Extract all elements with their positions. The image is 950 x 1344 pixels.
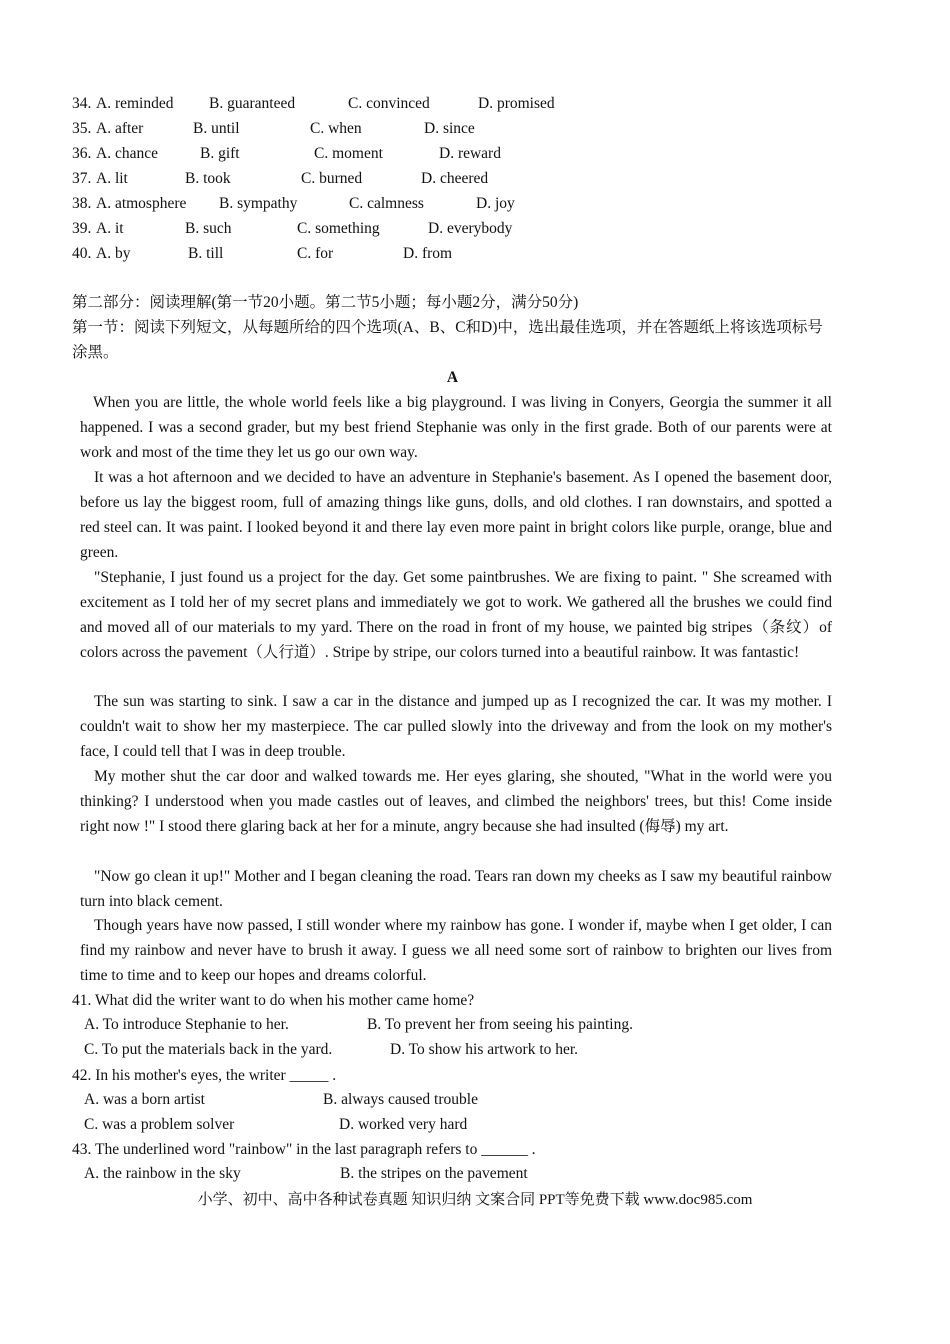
option-b: B. To prevent her from seeing his painting. bbox=[367, 1016, 633, 1033]
footer-text: 小学、初中、高中各种试卷真题 知识归纳 文案合同 PPT等免费下载 www.doc985.com bbox=[197, 1192, 753, 1208]
stem-end: . bbox=[527, 1141, 536, 1158]
option-b: B. gift bbox=[200, 145, 240, 162]
option-a: A. To introduce Stephanie to her. bbox=[84, 1016, 289, 1033]
option-b: B. took bbox=[185, 170, 231, 187]
option-c: C. for bbox=[297, 245, 334, 262]
option-b: B. the stripes on the pavement bbox=[340, 1165, 528, 1182]
passage-paragraph: The sun was starting to sink. I saw a car in the distance and jumped up as I recognized the car. It was my mother. I couldn't wait to show her my masterpiece. The car pulled slowly into the driveway and from the look on my mother's face, I could tell that I was in deep trouble. bbox=[80, 693, 832, 760]
option-d: D. promised bbox=[478, 95, 555, 112]
option-b: B. until bbox=[193, 120, 240, 137]
passage-paragraph: When you are little, the whole world feels like a big playground. I was living in Conyers, Georgia the summer it all happened. I was a second grader, but my best friend Stephanie was only in the first grade. Both of our parents were at work and most of the time they let us go our own way. bbox=[80, 394, 832, 461]
option-a: A. lit bbox=[96, 170, 128, 187]
option-d: D. since bbox=[424, 120, 475, 137]
passage-paragraph: My mother shut the car door and walked towards me. Her eyes glaring, she shouted, "What in the world were you thinking? I understood when you made castles out of leaves, and climbed the neighbors' trees, but this! Come inside right now !" I stood there glaring back at her for a minute, angry because she had insulted (侮辱) my art. bbox=[80, 768, 832, 835]
question-stem bbox=[72, 1063, 336, 1088]
question-stem: 41. What did the writer want to do when his mother came home? bbox=[72, 992, 475, 1009]
stem-text: 42. In his mother's eyes, the writer bbox=[72, 1067, 290, 1084]
passage-paragraph: "Now go clean it up!" Mother and I began cleaning the road. Tears ran down my cheeks as I saw my beautiful rainbow turn into black cement. bbox=[80, 868, 832, 910]
question-number: 38. bbox=[72, 195, 92, 212]
option-b: B. sympathy bbox=[219, 195, 298, 212]
option-b: B. such bbox=[185, 220, 232, 237]
question-stem bbox=[72, 1137, 535, 1162]
option-d: D. worked very hard bbox=[339, 1116, 468, 1133]
option-a: A. after bbox=[96, 120, 144, 137]
option-d: D. To show his artwork to her. bbox=[390, 1041, 579, 1058]
passage-paragraph: Though years have now passed, I still wonder where my rainbow has gone. I wonder if, maybe when I get older, I can find my rainbow and never have to brush it away. I guess we all need some sort of rainbow to brighten our lives from time to time and to keep our hopes and dreams colorful. bbox=[80, 917, 832, 984]
passage-paragraph: It was a hot afternoon and we decided to have an adventure in Stephanie's basement. As I opened the basement door, before us lay the biggest room, full of amazing things like guns, dolls, and old clothes. I ran downstairs, and spotted a red steel can. It was paint. I looked beyond it and there lay even more paint in bright colors like purple, orange, blue and green. bbox=[80, 469, 832, 561]
question-number: 35. bbox=[72, 120, 92, 137]
question-number: 40. bbox=[72, 245, 92, 262]
option-d: D. reward bbox=[439, 145, 501, 162]
option-d: D. cheered bbox=[421, 170, 489, 187]
instructions: 第一节：阅读下列短文，从每题所给的四个选项(A、B、C和D)中，选出最佳选项，并在答题纸上将该选项标号涂黑。 bbox=[72, 319, 823, 361]
question-number: 37. bbox=[72, 170, 92, 187]
option-a: A. the rainbow in the sky bbox=[84, 1165, 241, 1182]
option-c: C. when bbox=[310, 120, 362, 137]
option-d: D. everybody bbox=[428, 220, 513, 237]
option-c: C. calmness bbox=[349, 195, 424, 212]
answer-blank: ______ bbox=[481, 1141, 528, 1158]
option-a: A. it bbox=[96, 220, 124, 237]
option-b: B. always caused trouble bbox=[323, 1091, 478, 1108]
passage-label: A bbox=[446, 369, 459, 386]
passage-paragraph: "Stephanie, I just found us a project for the day. Get some paintbrushes. We are fixing to paint. " She screamed with excitement as I told her of my secret plans and immediately we got to work. We gathered all the brushes we could find and moved all of our materials to my yard. There on the road in front of my house, we painted big stripes（条纹）of colors across the pavement（人行道）. Stripe by stripe, our colors turned into a beautiful rainbow. It was fantastic! bbox=[80, 569, 832, 661]
question-number: 36. bbox=[72, 145, 92, 162]
option-b: B. guaranteed bbox=[209, 95, 296, 112]
option-c: C. convinced bbox=[348, 95, 430, 112]
option-b: B. till bbox=[188, 245, 224, 262]
part-title: 第二部分：阅读理解(第一节20小题。第二节5小题；每小题2分，满分50分) bbox=[72, 294, 579, 311]
option-d: D. joy bbox=[476, 195, 515, 212]
option-a: A. was a born artist bbox=[84, 1091, 205, 1108]
question-number: 39. bbox=[72, 220, 92, 237]
option-d: D. from bbox=[403, 245, 453, 262]
option-c: C. was a problem solver bbox=[84, 1116, 235, 1133]
question-number: 34. bbox=[72, 95, 92, 112]
option-c: C. moment bbox=[314, 145, 383, 162]
option-c: C. To put the materials back in the yard. bbox=[84, 1041, 333, 1058]
stem-text: 43. The underlined word "rainbow" in the last paragraph refers to bbox=[72, 1141, 482, 1158]
option-c: C. burned bbox=[301, 170, 363, 187]
option-a: A. atmosphere bbox=[96, 195, 187, 212]
option-a: A. chance bbox=[96, 145, 158, 162]
answer-blank: _____ bbox=[289, 1067, 329, 1084]
option-a: A. reminded bbox=[96, 95, 174, 112]
option-a: A. by bbox=[96, 245, 131, 262]
option-c: C. something bbox=[297, 220, 380, 237]
stem-end: . bbox=[328, 1067, 337, 1084]
